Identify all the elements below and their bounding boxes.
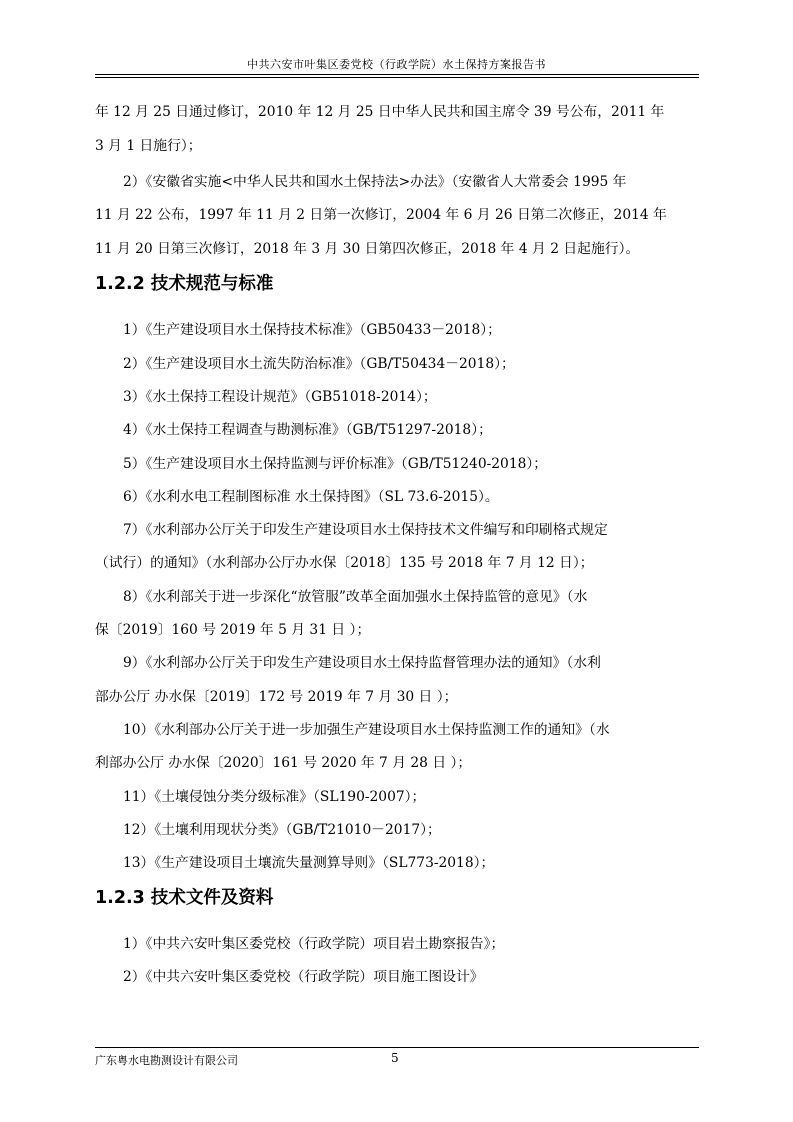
list-item: 6）《水利水电工程制图标准 水土保持图》（SL 73.6-2015）。 [123, 489, 499, 505]
list-item: 2）《中共六安叶集区委党校（行政学院）项目施工图设计》 [123, 969, 484, 985]
list-item: 13）《生产建设项目土壤流失量测算导则》（SL773-2018）； [123, 855, 495, 871]
list-item: 1）《生产建设项目水土保持技术标准》（GB50433－2018）； [123, 322, 501, 338]
list-item: 3）《水土保持工程设计规范》（GB51018-2014）； [123, 389, 437, 405]
list-item: 9）《水利部办公厅关于印发生产建设项目水土保持监督管理办法的通知》（水利 [123, 655, 601, 671]
body-line: 11 月 22 公布，1997 年 11 月 2 日第一次修订，2004 年 6 月 26 日第二次修正，2014 年 [95, 207, 667, 223]
list-item: 4）《水土保持工程调查与勘测标准》（GB/T51297-2018）； [123, 422, 492, 438]
body-line: 2）《安徽省实施<中华人民共和国水土保持法>办法》（安徽省人大常委会 1995 年 [123, 174, 627, 190]
body-line: 11 月 20 日第三次修订，2018 年 3 月 30 日第四次修正，2018 年 4 月 2 日起施行）。 [95, 241, 640, 257]
header-rule [95, 74, 699, 75]
list-item: 10）《水利部办公厅关于进一步加强生产建设项目水土保持监测工作的通知》（水 [123, 722, 610, 738]
footer-rule [95, 1047, 699, 1048]
list-item-continuation: （试行）的通知》（水利部办公厅办水保〔2018〕135 号 2018 年 7 月 12 日）； [95, 555, 594, 571]
section-heading-1-2-2: 1.2.2 技术规范与标准 [95, 274, 274, 294]
list-item: 1）《中共六安叶集区委党校（行政学院）项目岩土勘察报告》； [123, 936, 505, 952]
body-line: 3 月 1 日施行）； [95, 138, 202, 154]
list-item: 5）《生产建设项目水土保持监测与评价标准》（GB/T51240-2018）； [123, 456, 548, 472]
section-heading-1-2-3: 1.2.3 技术文件及资料 [95, 888, 274, 908]
page-number: 5 [391, 1051, 399, 1065]
list-item: 7）《水利部办公厅关于印发生产建设项目水土保持技术文件编写和印刷格式规定 [123, 522, 608, 538]
header-rule-thin [95, 77, 699, 78]
list-item-continuation: 部办公厅 办水保〔2019〕172 号 2019 年 7 月 30 日 ）； [95, 689, 458, 705]
body-line: 年 12 月 25 日通过修订，2010 年 12 月 25 日中华人民共和国主席令 39 号公布，2011 年 [95, 104, 665, 120]
list-item-continuation: 利部办公厅 办水保〔2020〕161 号 2020 年 7 月 28 日 ）； [95, 755, 472, 771]
list-item: 8）《水利部关于进一步深化“放管服”改革全面加强水土保持监管的意见》（水 [123, 589, 588, 605]
header-title: 中共六安市叶集区委党校（行政学院）水土保持方案报告书 [247, 58, 546, 71]
list-item: 2）《生产建设项目水土流失防治标准》（GB/T50434－2018）； [123, 356, 515, 372]
list-item-continuation: 保〔2019〕160 号 2019 年 5 月 31 日 ）； [95, 622, 371, 638]
list-item: 12）《土壤利用现状分类》（GB/T21010－2017）； [123, 822, 441, 838]
list-item: 11）《土壤侵蚀分类分级标准》（SL190-2007）； [123, 789, 426, 805]
footer-company: 广东粤水电勘测设计有限公司 [95, 1054, 238, 1067]
